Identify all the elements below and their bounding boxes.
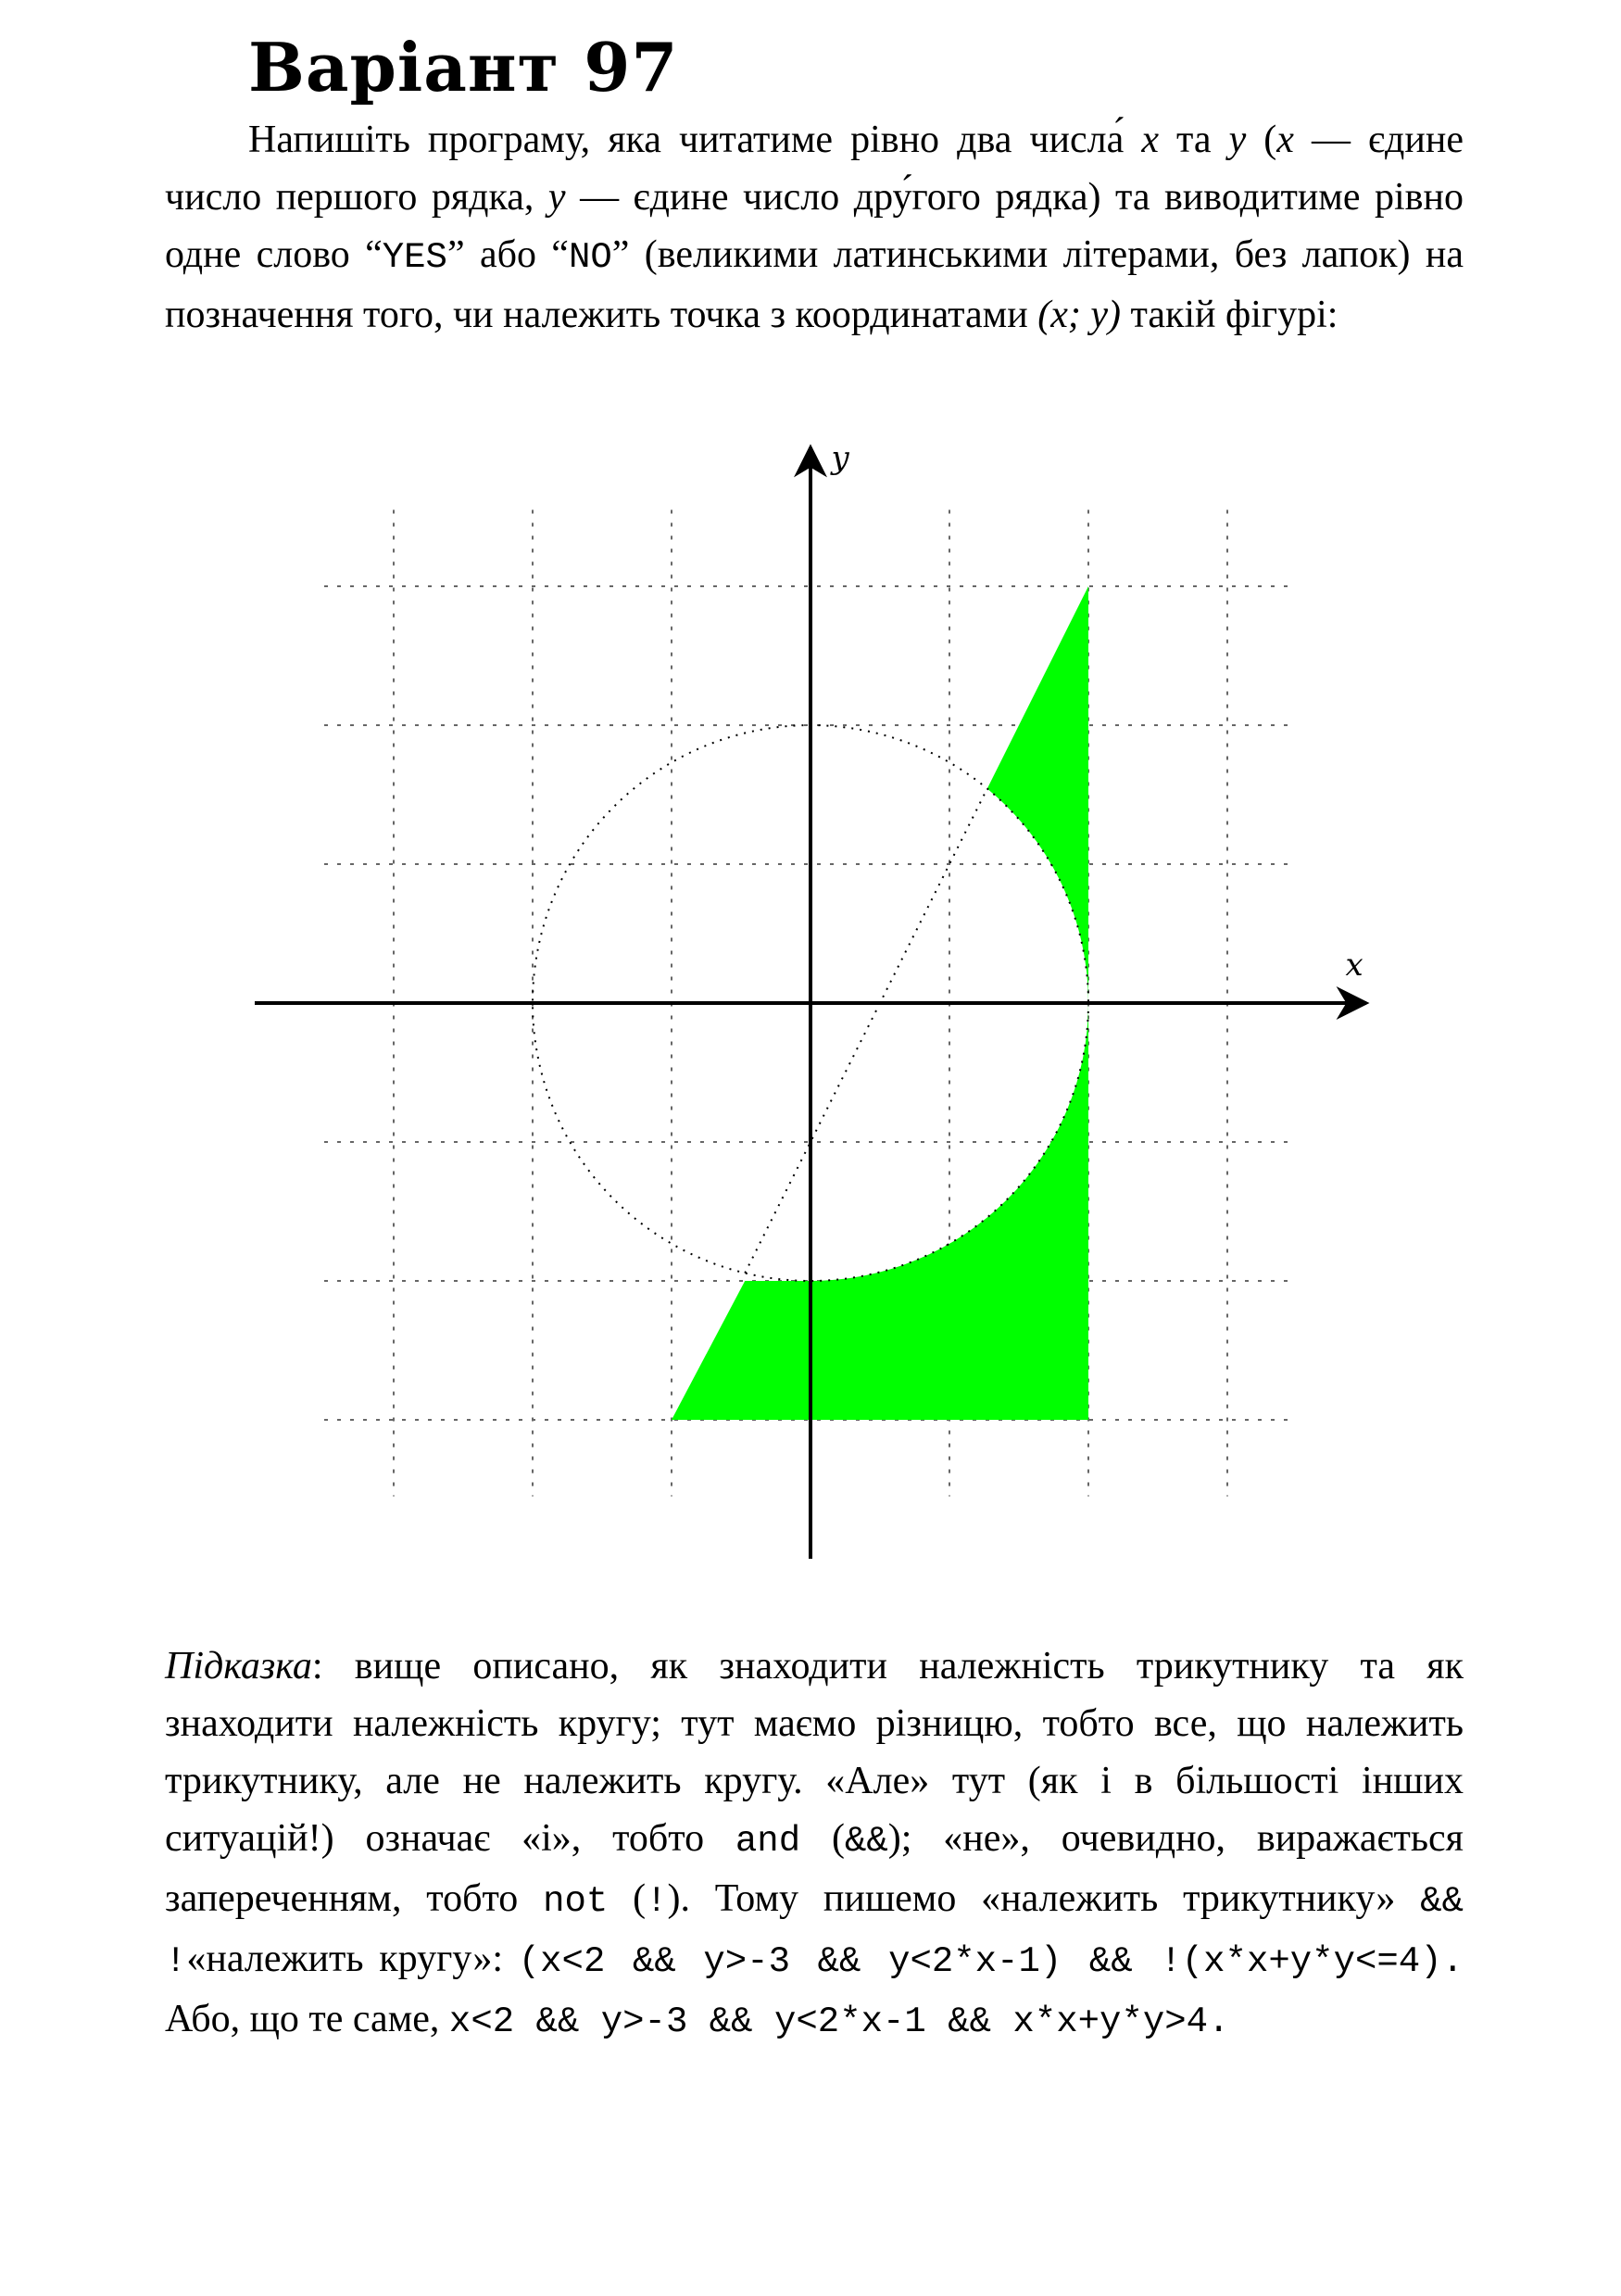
code-expression-2: x<2 && y>-3 && y<2*x-1 && x*x+y*y>4. [448, 2001, 1230, 2042]
and-keyword: and [735, 1821, 801, 1862]
not-keyword: not [543, 1881, 609, 1922]
yes-word: YES [382, 237, 447, 278]
task-text: ” (великими латинськими літерами, без лапок) на позначення того, чи належить точка з координатами [165, 233, 1464, 336]
hint-label: Підказка [165, 1645, 312, 1687]
var-x: x [1276, 119, 1294, 161]
page-title: Варіант 97 [248, 28, 679, 107]
hint-text: «належить кругу»: [186, 1938, 519, 1980]
task-text: — єдине число дру́гого рядка) та виводитиме рівно одне слово “ [165, 176, 1464, 276]
hint-text: Або, що те саме, [165, 1998, 449, 2040]
hint-text: : вище описано, як знаходити належність трикутнику та як знаходити належність кругу; тут маємо різницю, тобто все, що належить трикутнику, але не належить кругу. «Але» тут (як і в більшості інших ситуацій!) означає «і», тобто [165, 1645, 1464, 1860]
task-text: такій фігурі: [1120, 294, 1338, 336]
hint-paragraph [165, 1637, 1464, 2051]
point-coords: (x; y) [1037, 294, 1121, 336]
and-operator: && [844, 1821, 888, 1862]
task-text: та [1158, 119, 1229, 161]
task-text: — єдине число першого рядка, [165, 119, 1464, 219]
y-axis-label: y [831, 439, 849, 477]
x-axis-label: x [1345, 947, 1363, 984]
task-text: ( [1246, 119, 1277, 161]
var-x: x [1141, 119, 1159, 161]
no-word: NO [568, 237, 612, 278]
and-not-operator: && ! [165, 1881, 1464, 1982]
hint-text: ( [800, 1817, 845, 1860]
hint-text: ); «не», очевидно, виражається запереченням, тобто [165, 1817, 1464, 1920]
task-text: ” або “ [446, 233, 569, 276]
triangle-hypotenuse [745, 788, 987, 1273]
hint-text: ). Тому пишемо «належить трикутнику» [667, 1877, 1421, 1920]
var-y: y [547, 176, 566, 219]
var-y: y [1228, 119, 1247, 161]
task-text: Напишіть програму, яка читатиме рівно два числа́ [248, 119, 1142, 161]
not-operator: ! [646, 1881, 668, 1922]
code-expression-1: (x<2 && y>-3 && y<2*x-1) && !(x*x+y*y<=4). [518, 1941, 1464, 1982]
hint-text: ( [608, 1877, 647, 1920]
